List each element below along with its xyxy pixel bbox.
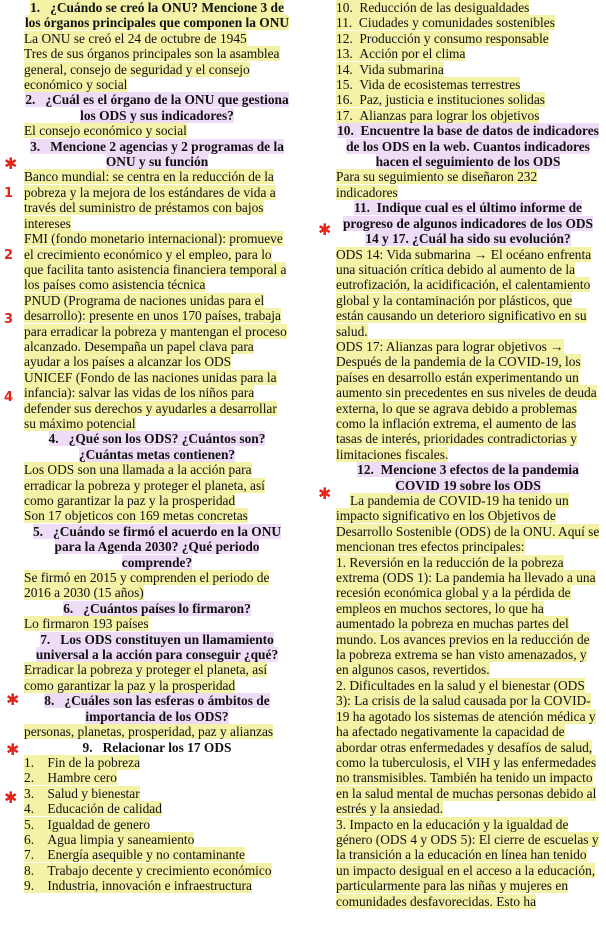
answer-text	[336, 247, 600, 339]
answer-text	[24, 123, 290, 138]
red-star-mark: ✱	[4, 154, 18, 173]
answer-text	[24, 231, 290, 293]
text-run: Erradicar la pobreza y proteger el planeta, así como garantizar la paz y la prosperidad	[24, 662, 268, 693]
left-column	[24, 0, 290, 894]
text-run: Son 17 objeticos con 169 metas concretas	[24, 508, 248, 524]
text-run: Se firmó en 2015 y comprenden el periodo de 2016 a 2030 (15 años)	[24, 570, 270, 601]
answer-text	[24, 755, 290, 770]
text-run: 2. Hambre cero	[24, 770, 117, 786]
text-run: 5. Igualdad de genero	[24, 816, 151, 832]
answer-text	[24, 46, 290, 92]
text-run: 11. Ciudades y comunidades sostenibles	[336, 15, 555, 31]
text-run: 7. Los ODS constituyen un llamamiento universal a la acción para conseguir ¿qué?	[35, 631, 279, 663]
text-run: personas, planetas, prosperidad, paz y alianzas	[24, 724, 274, 740]
text-run: 15. Vida de ecosistemas terrestres	[336, 77, 521, 93]
text-run: 11. Indique cual es el último informe de progreso de algunos indicadores de los ODS 14 y 17. ¿Cuál ha sido su evolución?	[342, 200, 593, 247]
text-run: 13. Acción por el clima	[336, 46, 466, 62]
question-heading	[24, 632, 290, 663]
handwritten-number-mark: 3	[4, 312, 14, 327]
question-heading	[24, 0, 290, 31]
handwritten-number-mark: 4	[4, 390, 14, 405]
text-run: 2. Dificultades en la salud y el bienestar (ODS 3): La crisis de la salud causada por la COVID-19 ha agotado los sistemas de atención médica y ha afectado negativamente la capacidad de abordar otras enfermedades y desafíos de salud, como la tuberculosis, el VIH y las enfermedades no transmisibles. También ha tenido un impacto en la salud mental de muchas personas debido al estrés y la ansiedad.	[336, 677, 597, 817]
text-run: Lo firmaron 193 países	[24, 616, 149, 632]
answer-text	[24, 817, 290, 832]
text-run: La pandemia de COVID-19 ha tenido un impacto significativo en los Objetivos de Desarrollo Sostenible (ODS) de la ONU. Aquí se mencionan tres efectos principales:	[336, 493, 600, 555]
text-run: 10. Encuentre la base de datos de indicadores de los ODS en la web. Cuantos indicadores hacen el seguimiento de los ODS	[337, 123, 599, 170]
answer-text	[336, 31, 600, 46]
text-run: ODS 17: Alianzas para lograr objetivos → Después de la pandemia de la COVID-19, los países en desarrollo están experimentando un aumento sin precedentes en sus niveles de deuda externa, lo que se agrava debido a problemas como la inflación extrema, el aumento de las tasas de interés, prioridades contradictorias y limitaciones fiscales.	[336, 338, 597, 462]
red-star-mark: ✱	[318, 220, 332, 239]
text-run: Los ODS son una llamada a la acción para erradicar la pobreza y proteger el planeta, así como garantizar la paz y la prosperidad	[24, 462, 265, 508]
text-run: 6. ¿Cuántos países lo firmaron?	[63, 600, 251, 616]
answer-text	[336, 46, 600, 61]
text-run: 3. Mencione 2 agencias y 2 programas de la ONU y su función	[30, 138, 284, 170]
text-run: 10. Reducción de las desigualdades	[336, 0, 530, 15]
answer-text	[24, 169, 290, 231]
answer-text	[24, 31, 290, 46]
text-run: 4. ¿Qué son los ODS? ¿Cuántos son? ¿Cuántas metas contienen?	[48, 431, 266, 462]
answer-text	[24, 847, 290, 862]
question-heading	[24, 92, 290, 123]
red-star-mark: ✱	[6, 740, 20, 759]
answer-text	[24, 724, 290, 739]
text-run: 6. Agua limpia y saneamiento	[24, 831, 195, 847]
answer-text	[24, 616, 290, 631]
handwritten-number-mark: 1	[4, 186, 14, 201]
question-heading	[336, 123, 600, 169]
answer-text	[24, 293, 290, 370]
text-run: 1. ¿Cuándo se creó la ONU? Mencione 3 de los órganos principales que componen la ONU	[24, 0, 290, 31]
text-run: 7. Energía asequible y no contaminante	[24, 847, 246, 863]
answer-text	[24, 801, 290, 816]
text-run: 16. Paz, justicia e instituciones solidas	[336, 92, 546, 108]
text-run: La ONU se creó el 24 de octubre de 1945	[24, 30, 247, 46]
text-run: 9. Industria, innovación e infraestructura	[24, 878, 252, 894]
answer-text	[336, 92, 600, 107]
answer-text	[336, 678, 600, 817]
text-run: 1. Reversión en la reducción de la pobreza extrema (ODS 1): La pandemia ha llevado a una recesión económica global y a la pérdida de empleos en muchos sectores, lo que ha aumentado la pobreza en muchas partes del mundo. Los avances previos en la reducción de la pobreza extrema se han visto amenazados, y en algunos casos, revertidos.	[336, 554, 596, 678]
question-heading	[336, 200, 600, 246]
right-column	[336, 0, 600, 909]
answer-text	[24, 832, 290, 847]
text-run: ODS 14: Vida submarina → El océano enfrenta una situación crítica debido al aumento de la eutrofización, la acidificación, el calentamiento global y la contaminación por plásticos, que están causando un deterioro significativo en su salud.	[336, 246, 592, 339]
question-heading	[24, 601, 290, 616]
text-run: 3. Salud y bienestar	[24, 785, 140, 801]
answer-text	[24, 662, 290, 693]
text-run: 8. ¿Cuáles son las esferas o ámbitos de importancia de los ODS?	[44, 693, 270, 724]
text-run: 12. Producción y consumo responsable	[336, 30, 549, 46]
text-run: 4. Educación de calidad	[24, 801, 162, 817]
question-heading	[24, 524, 290, 570]
text-run: 17. Alianzas para lograr los objetivos	[336, 107, 540, 123]
text-run: El consejo económico y social	[24, 123, 187, 139]
text-run: 9. Relacionar los 17 ODS	[82, 739, 232, 755]
text-run: 8. Trabajo decente y crecimiento económico	[24, 862, 272, 878]
red-star-mark: ✱	[6, 690, 20, 709]
handwritten-number-mark: 2	[4, 248, 14, 263]
answer-text	[24, 863, 290, 878]
text-run: UNICEF (Fondo de las naciones unidas para la infancia): salvar las vidas de los niños para defender sus derechos y ayudarles a desarrollar su máximo potencial	[24, 369, 277, 431]
answer-text	[336, 108, 600, 123]
text-run: PNUD (Programa de naciones unidas para el desarrollo): presente en unos 170 países, trabaja para erradicar la pobreza y mantengan el proceso alcanzado. Desempaña un papel clava para ayudar a los países a alcanzar los ODS	[24, 292, 287, 370]
text-run: 5. ¿Cuándo se firmó el acuerdo en la ONU para la Agenda 2030? ¿Qué periodo comprende?	[32, 523, 282, 570]
question-heading	[24, 431, 290, 462]
answer-text	[336, 493, 600, 555]
text-run: 1. Fin de la pobreza	[24, 754, 141, 770]
answer-text	[336, 0, 600, 15]
red-star-mark: ✱	[4, 788, 18, 807]
answer-text	[24, 786, 290, 801]
answer-text	[336, 555, 600, 678]
answer-text	[24, 570, 290, 601]
text-run: 3. Impacto en la educación y la igualdad de género (ODS 4 y ODS 5): El cierre de escuelas y la transición a la educación en línea han tenido un impacto desigual en el acceso a la educación, particularmente para las niñas y mujeres en comunidades desfavorecidas. Esto ha	[336, 816, 599, 909]
text-run: Tres de sus órganos principales son la asamblea general, consejo de seguridad y el consejo económico y social	[24, 46, 280, 93]
answer-text	[336, 169, 600, 200]
text-run: FMI (fondo monetario internacional): promueve el crecimiento económico y el empleo, para lo que facilita tanto asistencia financiera temporal a los países como asistencia técnica	[24, 231, 287, 293]
answer-text	[24, 878, 290, 893]
answer-text	[336, 62, 600, 77]
answer-text	[24, 462, 290, 508]
question-heading	[24, 740, 290, 755]
text-run: 14. Vida submarina	[336, 61, 444, 77]
text-run: Para su seguimiento se diseñaron 232 indicadores	[336, 169, 538, 200]
answer-text	[24, 770, 290, 785]
question-heading	[336, 462, 600, 493]
text-run: Banco mundial: se centra en la reducción de la pobreza y la mejora de los estándares de vida a través del suministro de préstamos con bajos intereses	[24, 169, 276, 231]
answer-text	[24, 370, 290, 432]
text-run: 12. Mencione 3 efectos de la pandemia COVID 19 sobre los ODS	[357, 462, 579, 493]
answer-text	[24, 508, 290, 523]
answer-text	[336, 339, 600, 462]
answer-text	[336, 77, 600, 92]
text-run: 2. ¿Cuál es el órgano de la ONU que gestiona los ODS y sus indicadores?	[25, 92, 289, 123]
answer-text	[336, 817, 600, 909]
question-heading	[24, 139, 290, 170]
red-star-mark: ✱	[318, 484, 332, 503]
question-heading	[24, 693, 290, 724]
answer-text	[336, 15, 600, 30]
